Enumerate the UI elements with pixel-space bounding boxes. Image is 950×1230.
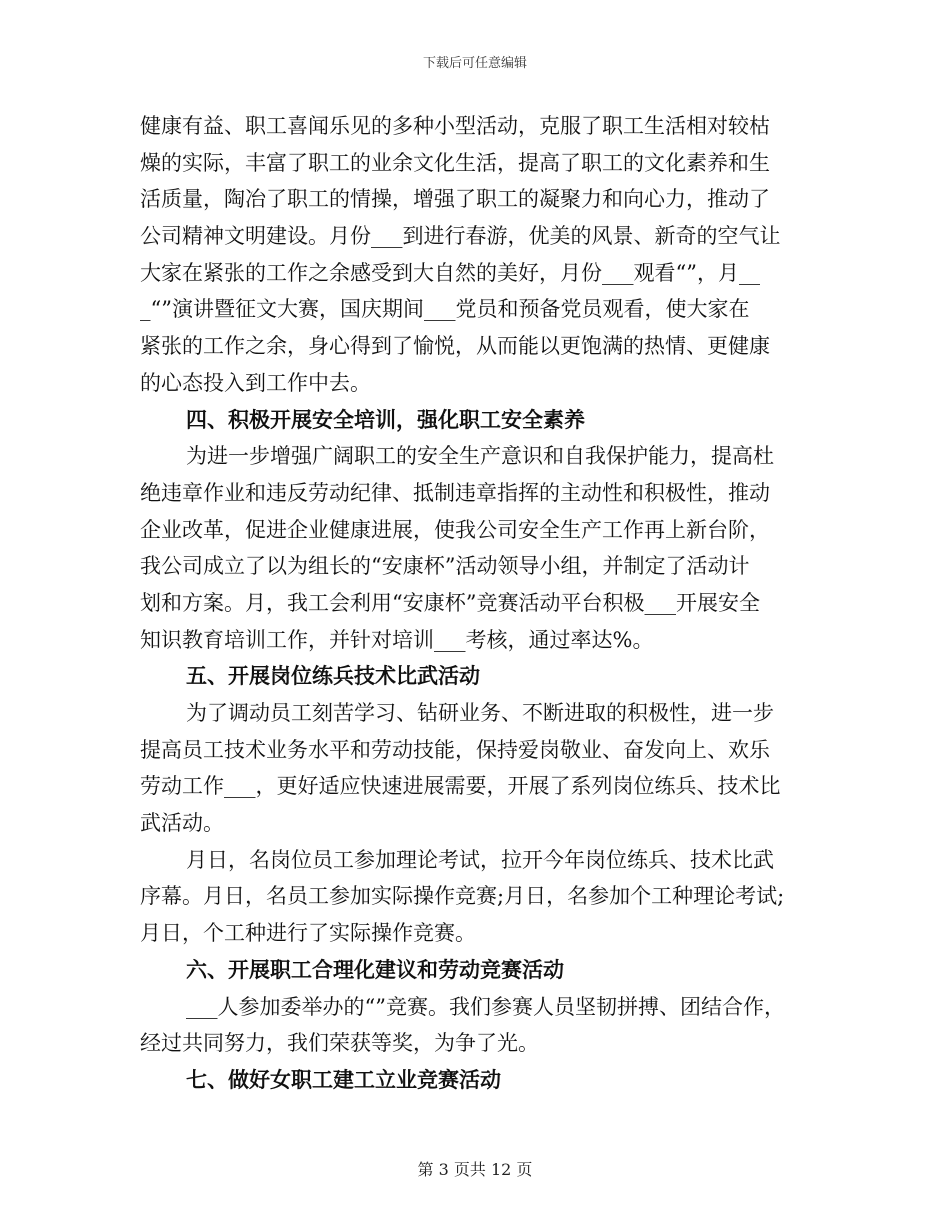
paragraph-line: 为进一步增强广阔职工的安全生产意识和自我保护能力，提高杜 bbox=[186, 444, 774, 469]
paragraph-line: ___人参加委举办的“”竞赛。我们参赛人员坚韧拼搏、团结合作， bbox=[186, 994, 785, 1019]
paragraph-line: 知识教育培训工作，并针对培训___考核，通过率达%。 bbox=[140, 627, 654, 652]
paragraph-line: 公司精神文明建设。月份___到进行春游，优美的风景、新奇的空气让 bbox=[140, 224, 781, 249]
paragraph-line: 活质量，陶冶了职工的情操，增强了职工的凝聚力和向心力，推动了 bbox=[140, 187, 770, 212]
paragraph-line: 武活动。 bbox=[140, 811, 224, 836]
paragraph-line: 企业改革，促进企业健康进展，使我公司安全生产工作再上新台阶， bbox=[140, 517, 770, 542]
page-footer: 第 3 页共 12 页 bbox=[417, 1160, 533, 1179]
paragraph-line: 我公司成立了以为组长的“安康杯”活动领导小组，并制定了活动计 bbox=[140, 554, 750, 579]
paragraph-line: 月日，名岗位员工参加理论考试，拉开今年岗位练兵、技术比武 bbox=[186, 847, 774, 872]
document-body bbox=[140, 108, 812, 1099]
section-heading: 七、做好女职工建工立业竞赛活动 bbox=[186, 1066, 501, 1092]
section-heading: 六、开展职工合理化建议和劳动竞赛活动 bbox=[186, 956, 564, 982]
paragraph-line: 划和方案。月，我工会利用“安康杯”竞赛活动平台积极___开展安全 bbox=[140, 590, 760, 615]
paragraph-line: 绝违章作业和违反劳动纪律、抵制违章指挥的主动性和积极性，推动 bbox=[140, 480, 770, 505]
paragraph-line: 经过共同努力，我们荣获等奖，为争了光。 bbox=[140, 1031, 539, 1056]
paragraph-line: 序幕。月日，名员工参加实际操作竞赛;月日，名参加个工种理论考试; bbox=[140, 884, 785, 909]
section-heading: 四、积极开展安全培训，强化职工安全素养 bbox=[186, 406, 585, 432]
paragraph-line: 燥的实际，丰富了职工的业余文化生活，提高了职工的文化素养和生 bbox=[140, 150, 770, 175]
paragraph-line: 提高员工技术业务水平和劳动技能，保持爱岗敬业、奋发向上、欢乐 bbox=[140, 737, 770, 762]
paragraph-line: 的心态投入到工作中去。 bbox=[140, 370, 371, 395]
section-heading: 五、开展岗位练兵技术比武活动 bbox=[186, 663, 480, 689]
page-header: 下载后可任意编辑 bbox=[422, 56, 527, 71]
paragraph-line: 紧张的工作之余，身心得到了愉悦，从而能以更饱满的热情、更健康 bbox=[140, 334, 770, 359]
paragraph-line: 月日，个工种进行了实际操作竞赛。 bbox=[140, 921, 476, 946]
paragraph-line: 劳动工作___，更好适应快速进展需要，开展了系列岗位练兵、技术比 bbox=[140, 774, 781, 799]
paragraph-line: 健康有益、职工喜闻乐见的多种小型活动，克服了职工生活相对较枯 bbox=[140, 114, 770, 138]
paragraph-line: _“”演讲暨征文大赛，国庆期间___党员和预备党员观看，使大家在 bbox=[140, 297, 750, 322]
paragraph-line: 为了调动员工刻苦学习、钻研业务、不断进取的积极性，进一步 bbox=[186, 701, 774, 725]
paragraph-line: 大家在紧张的工作之余感受到大自然的美好，月份___观看“”，月__ bbox=[140, 260, 760, 285]
